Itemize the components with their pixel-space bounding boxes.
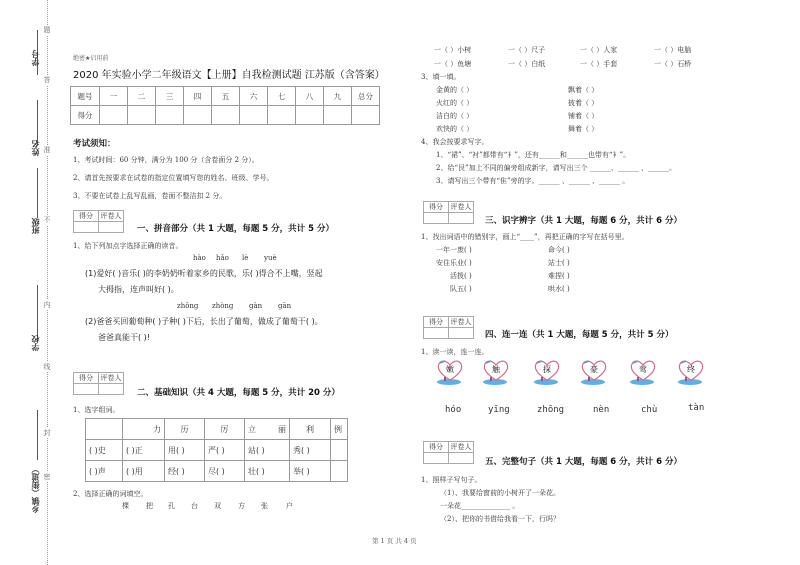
- town-label: 乡镇（街道）: [31, 465, 40, 513]
- seal-char: 线: [43, 363, 51, 371]
- score-cell: 题号: [71, 87, 100, 106]
- seal-char: 内: [43, 301, 51, 309]
- score-input-cell[interactable]: [268, 106, 296, 125]
- sentence-answer[interactable]: 一朵花______________ 。: [440, 502, 520, 510]
- score-input-cell[interactable]: [324, 106, 352, 125]
- question: 2、选择正确的词填空。: [73, 490, 148, 498]
- notice-item: 2、请首先按要求在试卷的指定位置填写您的姓名、班级、学号。: [73, 174, 274, 182]
- sentence: 大拇指，连声叫好( )。: [98, 285, 179, 294]
- heart-card[interactable]: [435, 358, 465, 386]
- exam-title: 2020 年实验小学二年级语文【上册】自我检测试题 江苏版（含答案）: [73, 70, 385, 81]
- word-option: 孔: [168, 502, 175, 510]
- fill-item[interactable]: 披着（ ）: [568, 99, 599, 107]
- score-input-cell[interactable]: [240, 106, 268, 125]
- grader-reviewer-cell[interactable]: [449, 328, 474, 339]
- pinyin-option: gān: [278, 302, 292, 310]
- seal-char: 密: [43, 473, 51, 481]
- question: 1、给下列加点字选择正确的读音。: [73, 242, 183, 250]
- section-5-title: 五、完整句子（共 1 大题，每题 6 分，共计 6 分）: [485, 457, 683, 467]
- sentence: （2）、把你的书借给我看一下，行吗？: [440, 515, 560, 523]
- heart-card[interactable]: [481, 358, 511, 386]
- table-cell: 力: [123, 419, 165, 440]
- score-table: [70, 86, 380, 125]
- table-cell[interactable]: 严( ): [205, 440, 245, 461]
- grader-reviewer-label: 评卷人: [100, 212, 122, 220]
- table-cell: 利: [290, 419, 331, 440]
- table-cell[interactable]: 尽( ): [205, 461, 245, 482]
- write-item[interactable]: 1、“裙”、“衬”都带有“衤”，还有______和______也带有“衤”。: [436, 151, 631, 159]
- pinyin-option: gàn: [249, 302, 263, 310]
- grader-box: [423, 441, 474, 464]
- question: 1、读一读，连一连。: [421, 348, 489, 356]
- score-input-cell[interactable]: [184, 106, 212, 125]
- fill-item[interactable]: 铺着（ ）: [568, 112, 599, 120]
- section-2-title: 二、基础知识（共 4 大题，每题 5 分，共计 20 分）: [137, 388, 340, 398]
- score-input-cell[interactable]: [352, 106, 380, 125]
- heart-char: 触: [492, 365, 500, 374]
- school-underline: [37, 285, 38, 340]
- grader-score-label: 得分: [424, 202, 449, 213]
- typo-item[interactable]: 安住乐业( ): [436, 259, 472, 267]
- score-cell: 八: [296, 87, 324, 106]
- word-option: 把: [146, 502, 153, 510]
- char: 立: [248, 424, 256, 434]
- score-cell: 总分: [352, 87, 380, 106]
- question: 1、照样子写句子。: [421, 476, 482, 484]
- heart-card[interactable]: [628, 358, 658, 386]
- word-option: 双: [214, 502, 221, 510]
- heart-char: 终: [687, 365, 695, 374]
- heart-card[interactable]: [579, 358, 609, 386]
- score-input-cell[interactable]: [212, 106, 240, 125]
- score-cell: 四: [184, 87, 212, 106]
- table-row: [86, 440, 348, 461]
- table-cell: [245, 419, 290, 440]
- grader-score-label: 得分: [74, 373, 99, 384]
- table-cell[interactable]: 壮( ): [245, 461, 290, 482]
- word-option: 方: [238, 502, 245, 510]
- grader-score-label: 得分: [424, 442, 449, 453]
- pinyin-option: yuè: [264, 254, 277, 262]
- word-option: 棵: [122, 502, 129, 510]
- seal-char: 不: [43, 216, 51, 224]
- grader-box: [423, 316, 474, 339]
- table-cell[interactable]: 用( ): [165, 440, 205, 461]
- score-input-cell[interactable]: [156, 106, 184, 125]
- measure-word-item[interactable]: 一（ ）电脑: [654, 46, 692, 54]
- measure-word-item[interactable]: 一（ ）手套: [580, 60, 618, 68]
- table-cell[interactable]: ( )用: [123, 461, 165, 482]
- typo-item[interactable]: 难捏( ): [548, 272, 570, 280]
- table-cell: 历: [165, 419, 205, 440]
- page-footer: 第 1 页 共 4 页: [372, 537, 417, 545]
- question: 1、找出词语中的错别字，画上“____”，再把正确的字写在括号里。: [421, 233, 629, 241]
- score-cell: 得分: [71, 106, 100, 125]
- score-cell: 六: [240, 87, 268, 106]
- measure-word-item[interactable]: 一（ ）小树: [434, 46, 472, 54]
- grader-box: [73, 372, 124, 395]
- score-table-header-row: [71, 87, 380, 106]
- question: 4、我会按要求写字。: [421, 138, 489, 146]
- heart-char: 探: [543, 365, 551, 374]
- pinyin-option: lè: [242, 254, 249, 262]
- table-cell[interactable]: 秀( ): [290, 440, 331, 461]
- pinyin-target[interactable]: hóo: [445, 405, 462, 415]
- measure-word-item[interactable]: 一（ ）白纸: [508, 60, 546, 68]
- pinyin-target[interactable]: nèn: [593, 405, 610, 415]
- score-cell: 一: [100, 87, 128, 106]
- grader-reviewer-cell[interactable]: [449, 453, 474, 464]
- heart-card[interactable]: [532, 358, 562, 386]
- pinyin-option: zhǒng: [177, 302, 199, 310]
- typo-item[interactable]: 站士( ): [548, 259, 570, 267]
- table-cell[interactable]: 经( ): [165, 461, 205, 482]
- fill-item[interactable]: 金黄的（ ）: [436, 86, 474, 94]
- class-label: 班级: [31, 218, 40, 234]
- table-row: [86, 419, 348, 440]
- pinyin-target[interactable]: chù: [641, 405, 658, 415]
- table-row: [86, 461, 348, 482]
- pinyin-option: hào: [193, 254, 206, 262]
- score-table-score-row: [71, 106, 380, 125]
- char-choice-table: [85, 418, 348, 482]
- heart-char: 豪: [590, 365, 598, 374]
- grader-score-cell[interactable]: [424, 453, 449, 464]
- grader-score-cell[interactable]: [74, 222, 99, 233]
- grader-score-label: 得分: [424, 317, 449, 328]
- town-underline: [37, 410, 38, 460]
- heart-char: 嫩: [446, 365, 454, 374]
- measure-word-item[interactable]: 一（ ）人家: [580, 46, 618, 54]
- pinyin-option: zhòng: [212, 302, 234, 310]
- grader-box: [73, 210, 124, 233]
- typo-item[interactable]: 一年一废( ): [436, 246, 472, 254]
- score-cell: 二: [128, 87, 156, 106]
- grader-box: [423, 201, 474, 224]
- pinyin-target[interactable]: tàn: [688, 403, 705, 413]
- notice-title: 考试须知：: [73, 139, 116, 149]
- char: 丽: [278, 424, 286, 434]
- fill-item[interactable]: 舞着（ ）: [568, 125, 599, 133]
- fill-item[interactable]: 飘着（ ）: [568, 86, 599, 94]
- typo-item[interactable]: 活拨( ): [450, 272, 472, 280]
- fill-item[interactable]: 欢快的（ ）: [436, 125, 474, 133]
- grader-score-cell[interactable]: [74, 384, 99, 395]
- score-input-cell[interactable]: [296, 106, 324, 125]
- grader-score-label: 得分: [74, 211, 99, 222]
- score-cell: 七: [268, 87, 296, 106]
- table-cell[interactable]: ( )声: [86, 461, 123, 482]
- table-cell: [331, 440, 348, 461]
- write-item[interactable]: 2、给“艮”加上不同的偏旁组成新字，请写出三个 ______、______ 、______。: [436, 164, 677, 172]
- name-underline: [37, 100, 38, 145]
- word-option: 台: [191, 502, 198, 510]
- table-cell[interactable]: 站( ): [245, 440, 290, 461]
- sentence: (2)爸爸买回葡萄种( )子种( )下后，长出了葡萄，做成了葡萄干( )。: [85, 317, 323, 326]
- seal-char: 题: [43, 26, 51, 34]
- grader-reviewer-cell[interactable]: [99, 384, 124, 395]
- section-1-title: 一、拼音部分（共 1 大题，每题 5 分，共计 5 分）: [137, 224, 335, 234]
- sentence: （1）、我要给窗前的小树开了一朵花。: [440, 489, 560, 497]
- typo-item[interactable]: 队五( ): [450, 285, 472, 293]
- typo-item[interactable]: 命今( ): [548, 246, 570, 254]
- table-cell: [86, 419, 123, 440]
- heart-char: 莺: [639, 365, 647, 374]
- grader-reviewer-label: 评卷人: [450, 203, 472, 211]
- score-cell: 九: [324, 87, 352, 106]
- name-label: 姓名: [31, 140, 40, 156]
- pinyin-option: hǎo: [216, 254, 229, 262]
- seal-char: 准: [43, 146, 51, 154]
- sentence: 爸爸真能干( )!: [98, 333, 150, 342]
- pinyin-target[interactable]: yīng: [488, 405, 510, 415]
- seal-char: 答: [43, 76, 51, 84]
- grader-reviewer-label: 评卷人: [450, 318, 472, 326]
- word-option: 张: [261, 502, 268, 510]
- measure-word-item[interactable]: 一（ ）尺子: [508, 46, 546, 54]
- sentence: (1)爱好( )音乐( )的李奶奶听着家乡的民歌，乐( )得合不上嘴，竖起: [85, 269, 323, 278]
- grader-score-cell[interactable]: [424, 213, 449, 224]
- fill-item[interactable]: 火红的（ ）: [436, 99, 474, 107]
- measure-word-item[interactable]: 一（ ）鱼塘: [434, 60, 472, 68]
- class-underline: [37, 168, 38, 218]
- measure-word-item[interactable]: 一（ ）石桥: [654, 60, 692, 68]
- secret-label: 绝密★启用前: [73, 55, 109, 62]
- section-4-title: 四、连一连（共 1 大题，每题 5 分，共计 5 分）: [485, 330, 674, 340]
- score-cell: 三: [156, 87, 184, 106]
- table-cell[interactable]: 举( ): [290, 461, 331, 482]
- score-cell: 五: [212, 87, 240, 106]
- typo-item[interactable]: 哄水( ): [548, 285, 570, 293]
- table-cell: 例: [331, 419, 348, 440]
- table-cell[interactable]: ( )正: [123, 440, 165, 461]
- notice-item: 3、不要在试卷上乱写乱画，卷面不整洁扣 2 分。: [73, 192, 227, 200]
- grader-score-cell[interactable]: [424, 328, 449, 339]
- section-3-title: 三、识字辨字（共 1 大题，每题 6 分，共计 6 分）: [485, 216, 683, 226]
- heart-card[interactable]: [676, 358, 706, 386]
- pinyin-target[interactable]: zhōng: [537, 405, 565, 415]
- score-input-cell[interactable]: [100, 106, 128, 125]
- write-item[interactable]: 3、请写出三个带有“隹”旁的字。______ 、______ 、______ 。: [436, 177, 630, 185]
- question: 3、填一填。: [421, 73, 461, 81]
- table-cell: [331, 461, 348, 482]
- notice-item: 1、考试时间：60 分钟，满分为 100 分（含卷面分 2 分）。: [73, 156, 259, 164]
- school-label: 学校: [31, 335, 40, 351]
- student-id-label: 学号: [31, 50, 40, 66]
- table-cell: 厉: [205, 419, 245, 440]
- word-option: 户: [286, 502, 293, 510]
- fill-item[interactable]: 洁白的（ ）: [436, 112, 474, 120]
- table-cell[interactable]: ( )史: [86, 440, 123, 461]
- score-input-cell[interactable]: [128, 106, 156, 125]
- grader-reviewer-label: 评卷人: [100, 374, 122, 382]
- question: 1、选字组词。: [73, 406, 120, 414]
- grader-reviewer-label: 评卷人: [450, 443, 472, 451]
- seal-char: 封: [43, 429, 51, 437]
- grader-reviewer-cell[interactable]: [449, 213, 474, 224]
- grader-reviewer-cell[interactable]: [99, 222, 124, 233]
